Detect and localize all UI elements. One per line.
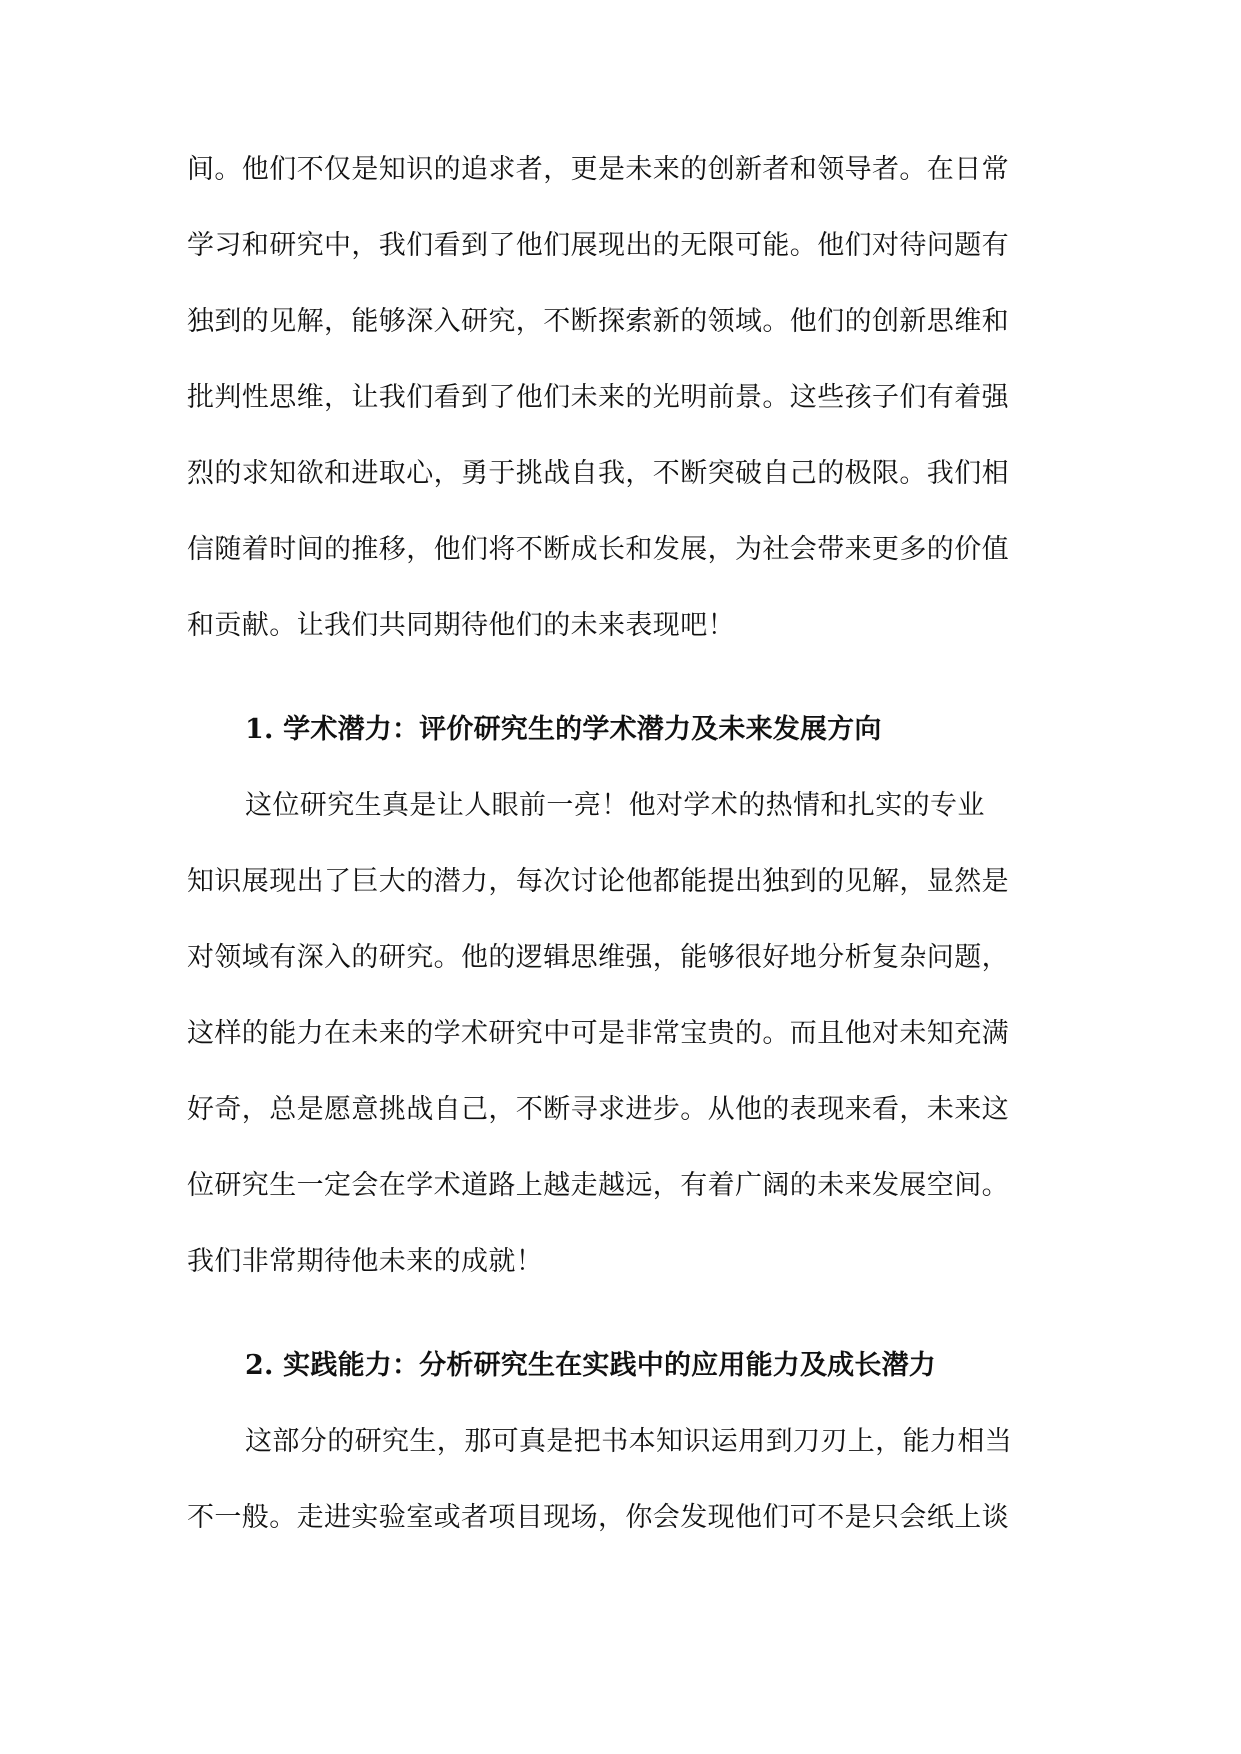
- document-body: [187, 140, 1067, 1564]
- text-line: 批判性思维，让我们看到了他们未来的光明前景。这些孩子们有着强: [187, 382, 1009, 413]
- paragraph-academic-potential: [187, 776, 1067, 1308]
- text-line: 信随着时间的推移，他们将不断成长和发展，为社会带来更多的价值: [187, 534, 1009, 565]
- text-line: 我们非常期待他未来的成就！: [187, 1246, 544, 1277]
- paragraph-practical-ability: [187, 1412, 1067, 1564]
- paragraph-intro-continuation: [187, 140, 1067, 672]
- text-line: 和贡献。让我们共同期待他们的未来表现吧！: [187, 610, 735, 641]
- text-line: 这样的能力在未来的学术研究中可是非常宝贵的。而且他对未知充满: [187, 1018, 1009, 1049]
- section-heading-practical-ability: 2. 实践能力：分析研究生在实践中的应用能力及成长潜力: [245, 1350, 936, 1381]
- text-line: 知识展现出了巨大的潜力，每次讨论他都能提出独到的见解，显然是: [187, 866, 1009, 897]
- text-line: 对领域有深入的研究。他的逻辑思维强，能够很好地分析复杂问题，: [187, 942, 1009, 973]
- text-line: 这位研究生真是让人眼前一亮！他对学术的热情和扎实的专业: [245, 790, 985, 821]
- text-line: 好奇，总是愿意挑战自己，不断寻求进步。从他的表现来看，未来这: [187, 1094, 1009, 1125]
- section-spacer: [187, 1308, 1067, 1336]
- text-line: 烈的求知欲和进取心，勇于挑战自我，不断突破自己的极限。我们相: [187, 458, 1009, 489]
- text-line: 学习和研究中，我们看到了他们展现出的无限可能。他们对待问题有: [187, 230, 1009, 261]
- text-line: 间。他们不仅是知识的追求者，更是未来的创新者和领导者。在日常: [187, 154, 1009, 185]
- text-line: 位研究生一定会在学术道路上越走越远，有着广阔的未来发展空间。: [187, 1170, 1009, 1201]
- text-line: 不一般。走进实验室或者项目现场，你会发现他们可不是只会纸上谈: [187, 1502, 1009, 1533]
- section-heading-academic-potential: 1. 学术潜力：评价研究生的学术潜力及未来发展方向: [245, 714, 882, 745]
- section-spacer: [187, 672, 1067, 700]
- text-line: 独到的见解，能够深入研究，不断探索新的领域。他们的创新思维和: [187, 306, 1009, 337]
- text-line: 这部分的研究生，那可真是把书本知识运用到刀刃上，能力相当: [245, 1426, 1013, 1457]
